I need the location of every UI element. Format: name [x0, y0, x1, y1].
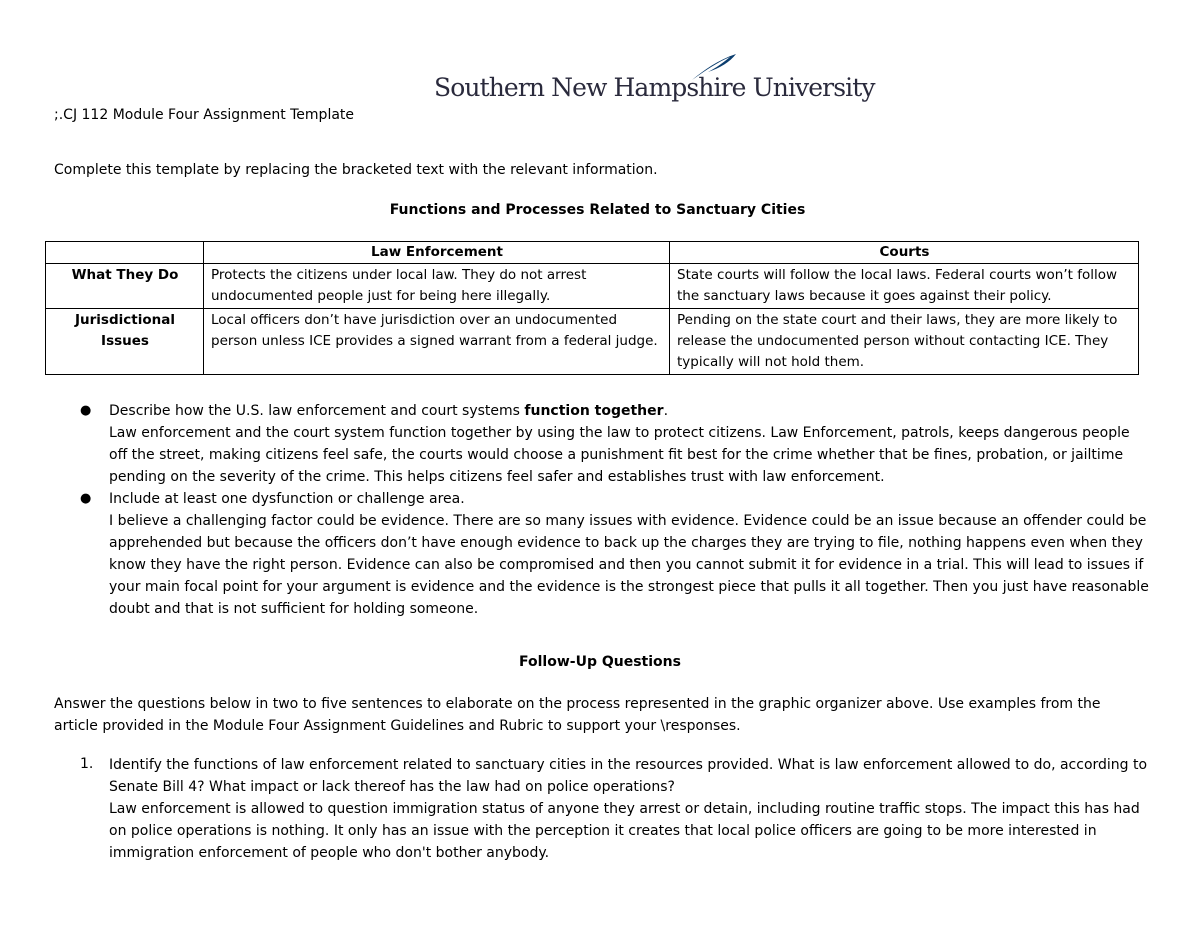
column-header: [46, 242, 204, 264]
graphic-organizer-table: [45, 241, 1139, 375]
followup-question-item: [109, 754, 1149, 864]
bullet-answer: I believe a challenging factor could be evidence. There are so many issues with evidence. Evidence could be an issue because an offender could be apprehended but because the officers don’t have enough evidence to back up the charges they are trying to file, nothing happens even when they know they have the right person. Evidence can also be compromised and then you cannot submit it for evidence in a trial. This will lead to issues if your main focal point for your argument is evidence and the evidence is the strongest piece that pulls it all together. Then you just have reasonable doubt and that is not sufficient for holding someone.: [109, 513, 1149, 617]
prompt-end: .: [663, 403, 669, 419]
table-cell: Local officers don’t have jurisdiction over an undocumented person unless ICE provides a signed warrant from a federal judge.: [204, 309, 670, 375]
bullet-icon: ●: [80, 491, 92, 506]
table-row: [46, 309, 1139, 375]
table-cell: Pending on the state court and their laws, they are more likely to release the undocumented person without contacting ICE. They typically will not hold them.: [670, 309, 1139, 375]
table-header-row: [46, 242, 1139, 264]
row-header: What They Do: [46, 264, 204, 309]
column-header: Law Enforcement: [204, 242, 670, 264]
followup-title: Follow-Up Questions: [519, 654, 681, 670]
bullet-item: [109, 488, 1149, 620]
instruction-text: Complete this template by replacing the bracketed text with the relevant information.: [54, 162, 658, 178]
prompt-text: Describe how the U.S. law enforcement and court systems: [109, 403, 525, 419]
bullet-prompt: [109, 400, 1149, 422]
question-number: 1.: [80, 756, 94, 772]
table-cell: Protects the citizens under local law. They do not arrest undocumented people just for being here illegally.: [204, 264, 670, 309]
followup-intro: Answer the questions below in two to five sentences to elaborate on the process represented in the graphic organizer above. Use examples from the article provided in the Module Four Assignment Guidelines and Rubric to support your \responses.: [54, 696, 1101, 734]
bullet-answer: Law enforcement and the court system function together by using the law to protect citizens. Law Enforcement, patrols, keeps dangerous people off the street, making citizens feel safe, the courts would choose a punishment fit best for the crime whether that be fines, probation, or jailtime pending on the severity of the crime. This helps citizens feel safer and establishes trust with law enforcement.: [109, 425, 1130, 485]
bullet-icon: ●: [80, 403, 92, 418]
row-header: Jurisdictional Issues: [46, 309, 204, 375]
prompt-text: Include at least one dysfunction or challenge area.: [109, 491, 465, 507]
table-cell: State courts will follow the local laws. Federal courts won’t follow the sanctuary laws because it goes against their policy.: [670, 264, 1139, 309]
document-title: ;.CJ 112 Module Four Assignment Template: [54, 107, 355, 123]
table-row: [46, 264, 1139, 309]
logo-wordmark: Southern New Hampshire University: [434, 73, 875, 102]
section-title: Functions and Processes Related to Sanctuary Cities: [389, 202, 806, 218]
column-header: Courts: [670, 242, 1139, 264]
prompt-emphasis: function together: [524, 403, 664, 419]
bullet-prompt: [109, 488, 1149, 510]
bullet-item: [109, 400, 1149, 488]
university-logo: [434, 52, 875, 104]
question-text: Identify the functions of law enforcement related to sanctuary cities in the resources provided. What is law enforcement allowed to do, according to Senate Bill 4? What impact or lack thereof has the law had on police operations?: [109, 757, 1148, 795]
question-answer: Law enforcement is allowed to question immigration status of anyone they arrest or detain, including routine traffic stops. The impact this has had on police operations is nothing. It only has an issue with the perception it creates that local police officers are going to be more interested in immigration enforcement of people who don't bother anybody.: [109, 801, 1140, 861]
